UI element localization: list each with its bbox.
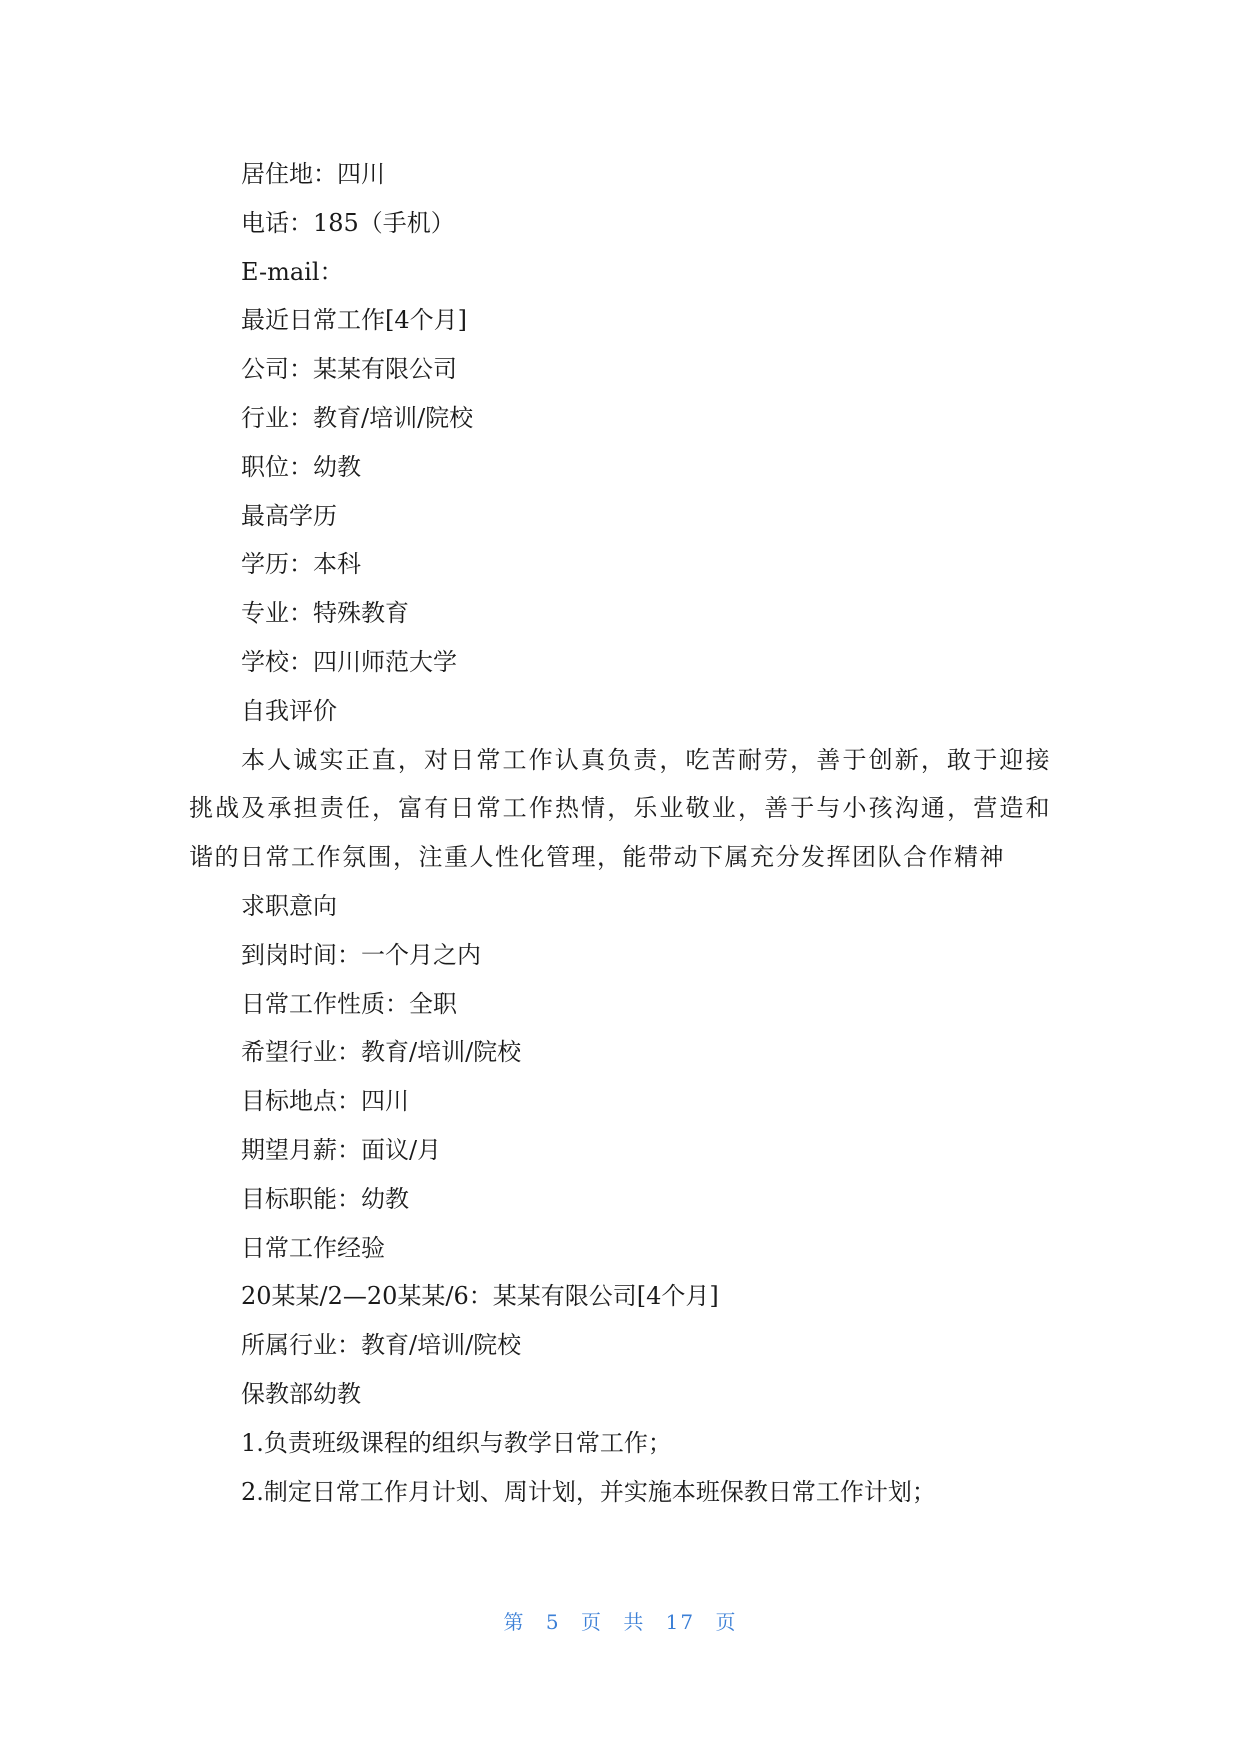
line: 行业：教育/培训/院校	[241, 403, 474, 432]
self-evaluation-paragraph: 本人诚实正直，对日常工作认真负责，吃苦耐劳，善于创新，敢于迎接挑战及承担责任，富有日常工作热情，乐业敬业，善于与小孩沟通，营造和谐的日常工作氛围，注重人性化管理，能带动下属充分发挥团队合作精神	[189, 745, 1051, 872]
footer-di: 第	[503, 1610, 526, 1634]
footer-ye: 页	[580, 1610, 603, 1634]
line: 居住地：四川	[241, 160, 385, 188]
footer-total-pages: 17	[665, 1610, 696, 1634]
line: 职位：幼教	[241, 452, 361, 481]
page-footer	[0, 1606, 1241, 1635]
line: 最高学历	[241, 501, 337, 530]
line: 自我评价	[241, 696, 337, 725]
footer-gong: 共	[623, 1610, 646, 1634]
line: 2.制定日常工作月计划、周计划，并实施本班保教日常工作计划；	[241, 1477, 936, 1506]
line: 目标职能：幼教	[241, 1184, 409, 1213]
line: 期望月薪：面议/月	[241, 1135, 442, 1164]
line: 日常工作性质：全职	[241, 989, 457, 1018]
line: 公司：某某有限公司	[241, 355, 457, 384]
line: 20某某/2—20某某/6：某某有限公司[4个月]	[241, 1282, 719, 1311]
line: 所属行业：教育/培训/院校	[241, 1331, 522, 1360]
line: E-mail：	[241, 257, 344, 286]
document-body	[189, 150, 1053, 1516]
line: 学历：本科	[241, 550, 361, 579]
line: 保教部幼教	[241, 1379, 361, 1408]
line: 学校：四川师范大学	[241, 647, 457, 676]
footer-ye2: 页	[715, 1610, 738, 1634]
line: 到岗时间：一个月之内	[241, 940, 481, 969]
line: 目标地点：四川	[241, 1087, 409, 1116]
footer-page-number: 5	[545, 1610, 561, 1634]
line: 日常工作经验	[241, 1233, 385, 1262]
line: 专业：特殊教育	[241, 599, 409, 628]
line: 电话：185（手机）	[241, 208, 455, 237]
line: 希望行业：教育/培训/院校	[241, 1038, 522, 1067]
line: 求职意向	[241, 891, 337, 920]
line: 最近日常工作[4个月]	[241, 306, 467, 335]
line: 1.负责班级课程的组织与教学日常工作；	[241, 1428, 672, 1457]
